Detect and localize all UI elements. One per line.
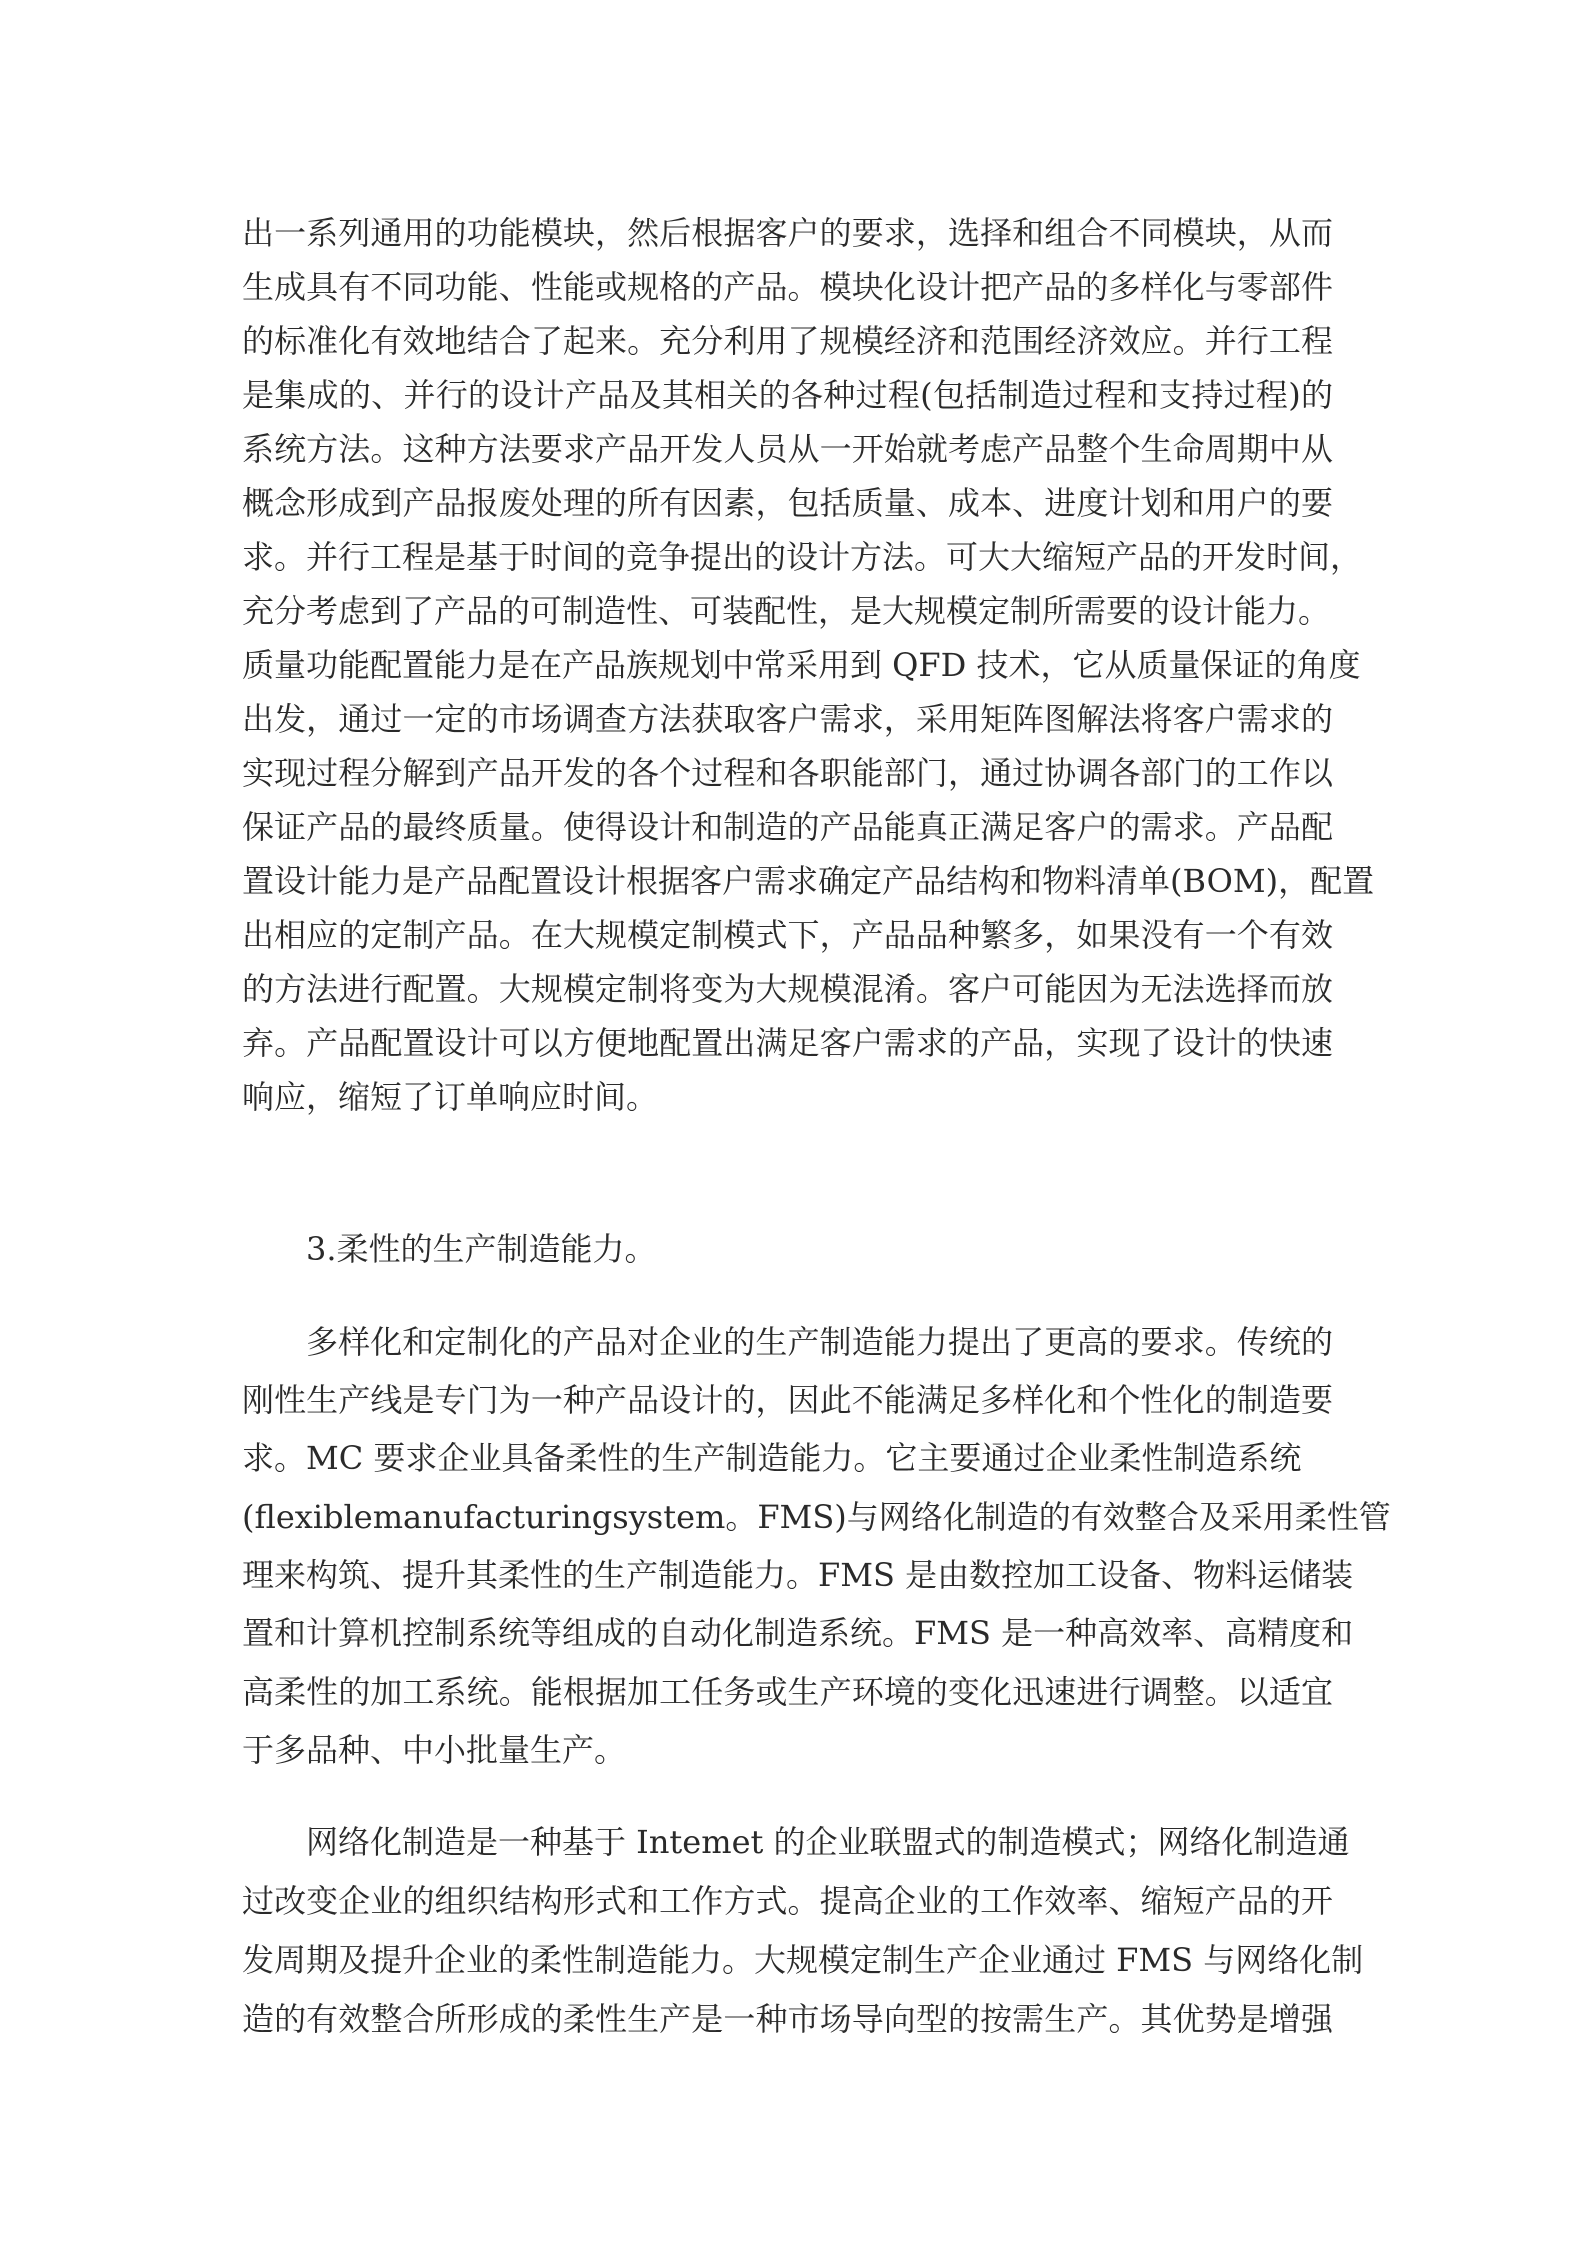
text-line: 概念形成到产品报废处理的所有因素，包括质量、成本、进度计划和用户的要 xyxy=(242,484,1333,522)
text-line: 于多品种、中小批量生产。 xyxy=(242,1731,627,1769)
text-line: 系统方法。这种方法要求产品开发人员从一开始就考虑产品整个生命周期中从 xyxy=(242,430,1333,468)
text-line: 置设计能力是产品配置设计根据客户需求确定产品结构和物料清单(BOM)，配置 xyxy=(242,862,1375,900)
text-line: (flexiblemanufacturingsystem。FMS)与网络化制造的有效整合及采用柔性管 xyxy=(242,1498,1391,1536)
text-line: 求。MC 要求企业具备柔性的生产制造能力。它主要通过企业柔性制造系统 xyxy=(242,1439,1302,1477)
text-line: 发周期及提升企业的柔性制造能力。大规模定制生产企业通过 FMS 与网络化制 xyxy=(242,1941,1364,1979)
text-line: 出一系列通用的功能模块，然后根据客户的要求，选择和组合不同模块，从而 xyxy=(242,214,1333,252)
text-line: 多样化和定制化的产品对企业的生产制造能力提出了更高的要求。传统的 xyxy=(306,1323,1333,1361)
text-line: 求。并行工程是基于时间的竞争提出的设计方法。可大大缩短产品的开发时间， xyxy=(242,538,1363,576)
text-line: 生成具有不同功能、性能或规格的产品。模块化设计把产品的多样化与零部件 xyxy=(242,268,1333,306)
text-line: 刚性生产线是专门为一种产品设计的，因此不能满足多样化和个性化的制造要 xyxy=(242,1381,1333,1419)
section-heading: 3.柔性的生产制造能力。 xyxy=(306,1230,657,1268)
text-line: 响应，缩短了订单响应时间。 xyxy=(242,1078,659,1116)
text-line: 的方法进行配置。大规模定制将变为大规模混淆。客户可能因为无法选择而放 xyxy=(242,970,1333,1008)
text-line: 置和计算机控制系统等组成的自动化制造系统。FMS 是一种高效率、高精度和 xyxy=(242,1614,1354,1652)
text-line: 实现过程分解到产品开发的各个过程和各职能部门，通过协调各部门的工作以 xyxy=(242,754,1333,792)
text-line: 出相应的定制产品。在大规模定制模式下，产品品种繁多，如果没有一个有效 xyxy=(242,916,1333,954)
text-line: 的标准化有效地结合了起来。充分利用了规模经济和范围经济效应。并行工程 xyxy=(242,322,1333,360)
text-line: 弃。产品配置设计可以方便地配置出满足客户需求的产品，实现了设计的快速 xyxy=(242,1024,1333,1062)
text-line: 充分考虑到了产品的可制造性、可装配性，是大规模定制所需要的设计能力。 xyxy=(242,592,1331,630)
text-line: 网络化制造是一种基于 Intemet 的企业联盟式的制造模式；网络化制造通 xyxy=(306,1823,1350,1861)
text-line: 高柔性的加工系统。能根据加工任务或生产环境的变化迅速进行调整。以适宜 xyxy=(242,1673,1333,1711)
text-line: 理来构筑、提升其柔性的生产制造能力。FMS 是由数控加工设备、物料运储装 xyxy=(242,1556,1354,1594)
text-line: 保证产品的最终质量。使得设计和制造的产品能真正满足客户的需求。产品配 xyxy=(242,808,1333,846)
text-line: 出发，通过一定的市场调查方法获取客户需求，采用矩阵图解法将客户需求的 xyxy=(242,700,1333,738)
text-line: 质量功能配置能力是在产品族规划中常采用到 QFD 技术，它从质量保证的角度 xyxy=(242,646,1361,684)
text-line: 是集成的、并行的设计产品及其相关的各种过程(包括制造过程和支持过程)的 xyxy=(242,376,1333,414)
text-line: 造的有效整合所形成的柔性生产是一种市场导向型的按需生产。其优势是增强 xyxy=(242,2000,1333,2038)
text-line: 过改变企业的组织结构形式和工作方式。提高企业的工作效率、缩短产品的开 xyxy=(242,1882,1333,1920)
